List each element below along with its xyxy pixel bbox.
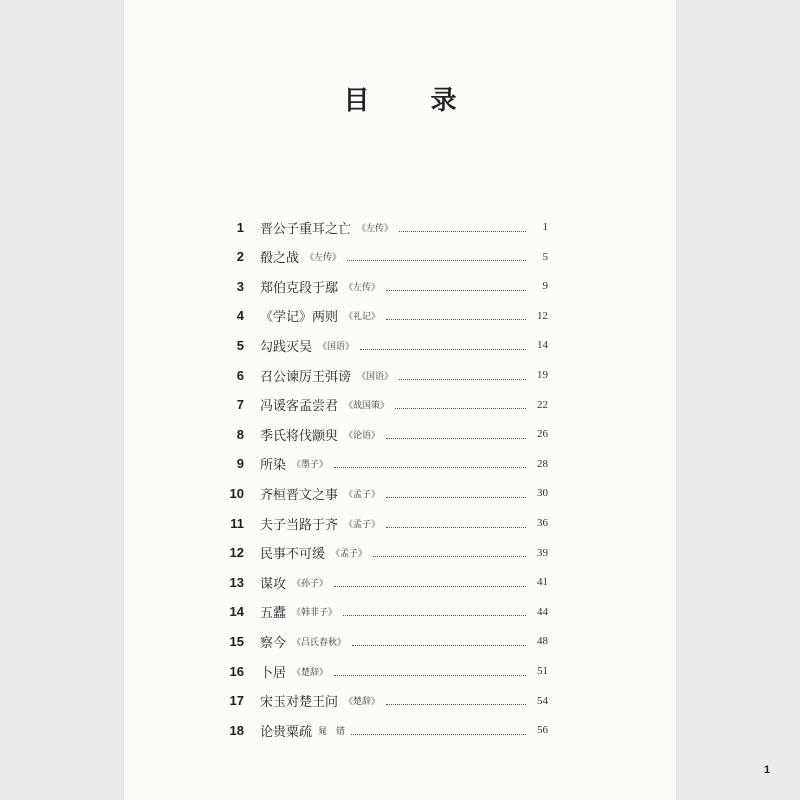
toc-entry-number: 9 <box>236 456 244 472</box>
toc-leader-dots <box>334 467 526 468</box>
page-title: 目 录 <box>343 86 483 116</box>
toc-entry <box>218 334 548 356</box>
document-page <box>124 0 771 800</box>
toc-entry-number: 7 <box>236 397 244 413</box>
toc-entry-page: 19 <box>537 369 548 381</box>
toc-entry-source: 《孟子》 <box>344 489 381 500</box>
toc-entry-page: 22 <box>537 398 548 411</box>
toc-leader-dots <box>334 675 526 676</box>
toc-entry-number: 4 <box>236 308 244 324</box>
toc-leader-dots <box>386 704 526 705</box>
toc-entry-source: 《论语》 <box>344 430 381 441</box>
toc-leader-dots <box>351 734 526 735</box>
toc-entry-title: 齐桓晋文之事 <box>260 487 339 503</box>
toc-leader-dots <box>386 319 526 320</box>
toc-entry-page: 54 <box>537 694 548 707</box>
toc-entry-title: 察今 <box>260 635 287 651</box>
toc-entry-number: 11 <box>230 515 244 531</box>
toc-entry-number: 15 <box>229 633 244 649</box>
toc-entry <box>218 394 548 416</box>
toc-leader-dots <box>386 290 526 291</box>
toc-entry-source: 《孟子》 <box>344 519 381 530</box>
toc-leader-dots <box>386 438 526 439</box>
toc-entry-source: 《国语》 <box>318 341 355 352</box>
toc-entry <box>218 453 548 475</box>
toc-entry-page: 51 <box>537 665 548 677</box>
toc-entry <box>218 660 548 682</box>
toc-entry-title: 殽之战 <box>260 251 300 267</box>
toc-leader-dots <box>352 645 526 646</box>
toc-entry-source: 《左传》 <box>305 253 342 264</box>
toc-entry-title: 论贵粟疏 <box>260 724 313 740</box>
toc-leader-dots <box>347 260 526 261</box>
toc-leader-dots <box>343 615 526 616</box>
toc-entry-title: 季氏将伐颛臾 <box>260 428 339 444</box>
toc-entry-page: 5 <box>542 250 548 263</box>
toc-entry-source: 晁 错 <box>318 726 346 737</box>
toc-entry-title: 夫子当路于齐 <box>260 517 339 533</box>
page-number: 1 <box>764 764 771 776</box>
toc-entry <box>218 423 548 445</box>
toc-entry-number: 13 <box>229 574 244 590</box>
toc-entry-title: 民事不可缓 <box>260 547 326 563</box>
toc-entry-number: 3 <box>236 278 244 294</box>
toc-entry-title: 召公谏厉王弭谤 <box>260 369 352 385</box>
toc-entry-title: 五蠹 <box>260 606 287 622</box>
toc-entry-page: 26 <box>537 428 548 441</box>
toc-entry-page: 1 <box>542 221 548 233</box>
toc-leader-dots <box>386 497 526 498</box>
toc-entry <box>218 482 548 504</box>
toc-entry-source: 《左传》 <box>344 282 381 293</box>
toc-entry-source: 《礼记》 <box>344 312 381 323</box>
toc-entry-source: 《吕氏春秋》 <box>292 637 347 648</box>
toc-entry-page: 9 <box>542 280 548 293</box>
toc-entry-title: 郑伯克段于鄢 <box>260 280 339 296</box>
toc-entry-number: 14 <box>229 604 244 620</box>
toc-entry-page: 28 <box>537 457 548 470</box>
toc-leader-dots <box>399 231 526 232</box>
toc-entry <box>218 216 548 238</box>
toc-entry <box>218 601 548 623</box>
toc-entry-source: 《楚辞》 <box>344 697 381 708</box>
toc-entry-number: 8 <box>236 426 244 442</box>
toc-entry <box>218 512 548 534</box>
toc-leader-dots <box>395 408 526 409</box>
toc-entry <box>218 690 548 712</box>
toc-entry <box>218 305 548 327</box>
toc-entry <box>218 275 548 297</box>
toc-entry-source: 《楚辞》 <box>292 667 329 678</box>
toc-entry-number: 16 <box>229 663 244 679</box>
toc-entry-page: 41 <box>537 576 548 589</box>
toc-leader-dots <box>373 556 526 557</box>
toc-leader-dots <box>360 349 526 350</box>
toc-entry-number: 1 <box>236 219 244 235</box>
toc-entry-page: 44 <box>537 605 548 618</box>
toc-entry-source: 《孙子》 <box>292 578 329 589</box>
toc-entry-page: 12 <box>537 309 548 322</box>
toc-entry-number: 17 <box>229 693 244 709</box>
toc-entry-title: 晋公子重耳之亡 <box>260 221 352 237</box>
toc-entry-number: 6 <box>236 367 244 383</box>
toc-entry-page: 36 <box>537 517 548 529</box>
toc-entry-page: 56 <box>537 724 548 737</box>
toc-entry-source: 《左传》 <box>357 223 394 234</box>
toc-entry-source: 《国语》 <box>357 371 394 382</box>
toc-entry-source: 《孟子》 <box>331 549 368 560</box>
toc-entry <box>218 364 548 386</box>
toc-entry-source: 《韩非子》 <box>292 608 338 619</box>
toc-entry-source: 《墨子》 <box>292 460 329 471</box>
toc-entry-title: 勾践灭吴 <box>260 339 313 355</box>
toc-entry-title: 宋玉对楚王问 <box>260 695 339 711</box>
toc-entry-title: 卜居 <box>260 665 287 681</box>
toc-entry <box>218 542 548 564</box>
toc-entry-page: 14 <box>537 339 548 352</box>
toc-entry-number: 10 <box>229 485 244 501</box>
toc-entry-title: 谋攻 <box>260 576 287 592</box>
toc-leader-dots <box>399 379 526 380</box>
toc-entry <box>218 719 548 741</box>
toc-leader-dots <box>386 527 526 528</box>
toc-entry-number: 2 <box>236 249 244 265</box>
toc-entry <box>218 630 548 652</box>
toc-entry-title: 冯谖客孟尝君 <box>260 399 339 415</box>
toc-entry-title: 所染 <box>260 458 287 474</box>
toc-entry-page: 39 <box>537 546 548 559</box>
toc-entry-page: 48 <box>537 635 548 648</box>
toc-entry <box>218 246 548 268</box>
toc-entry-title: 《学记》两则 <box>260 310 339 326</box>
toc-entry-number: 18 <box>229 722 244 738</box>
toc-entry <box>218 571 548 593</box>
toc-entry-source: 《战国策》 <box>344 401 390 412</box>
toc-entry-number: 12 <box>229 545 244 561</box>
toc-entry-page: 30 <box>537 487 548 500</box>
toc-leader-dots <box>334 586 526 587</box>
toc-entry-number: 5 <box>236 337 244 353</box>
